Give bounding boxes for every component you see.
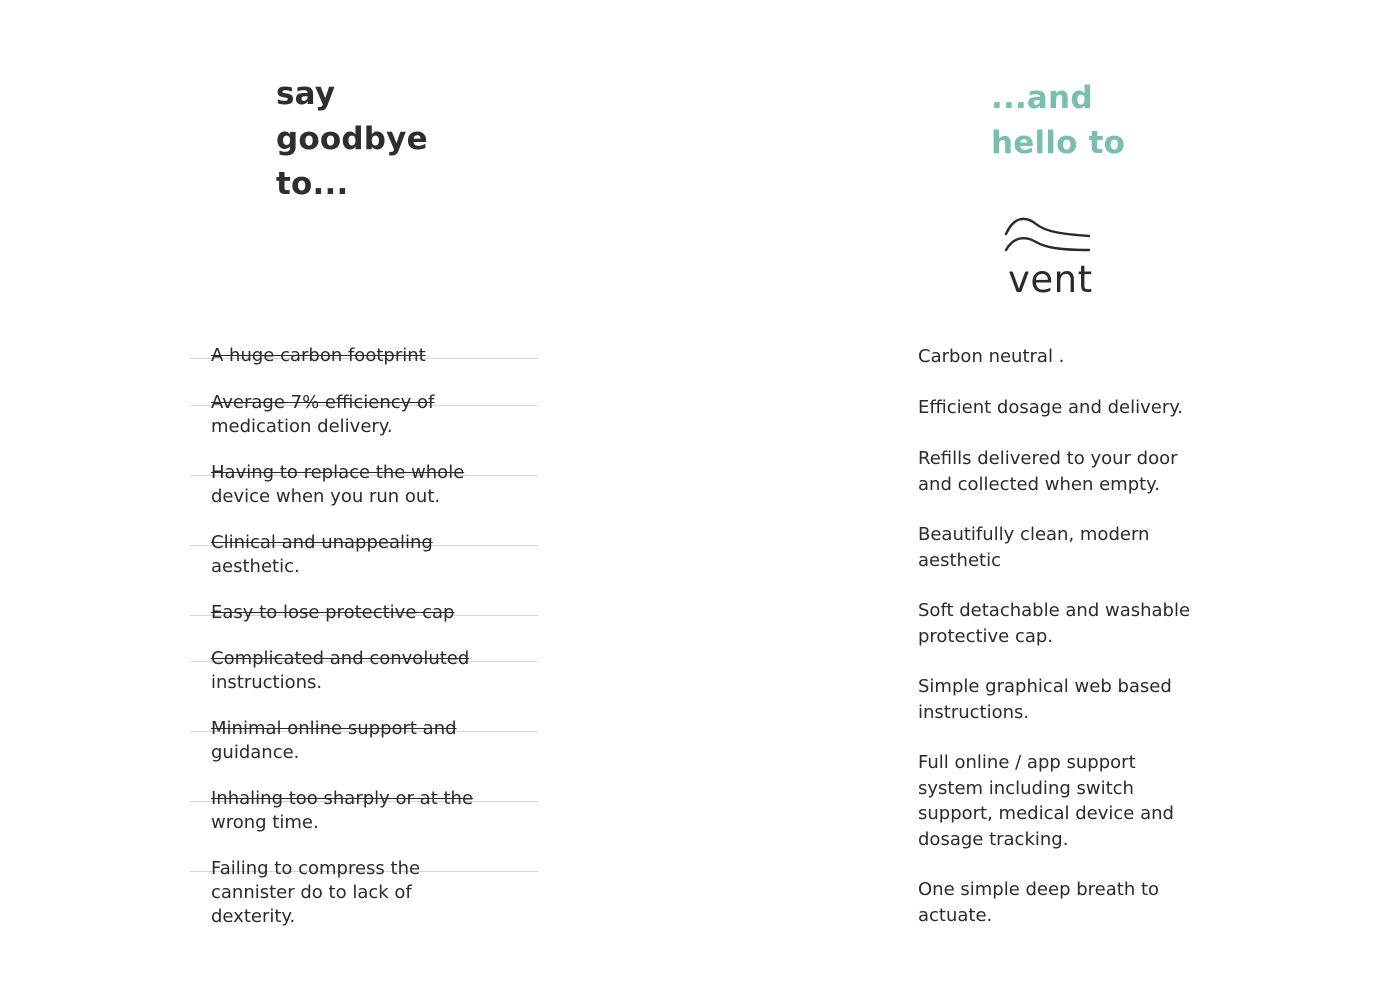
item-line: support, medical device and: [918, 803, 1174, 824]
list-item: [918, 395, 1183, 421]
item-line: Inhaling too sharply or at the: [211, 788, 474, 809]
item-line: Simple graphical web based: [918, 676, 1172, 697]
list-item: [190, 601, 540, 625]
goodbye-heading: [276, 72, 428, 207]
hello-heading-line: ...and: [991, 80, 1093, 116]
item-line: instructions.: [918, 701, 1030, 723]
item-line: aesthetic.: [211, 556, 300, 577]
item-line: wrong time.: [211, 812, 319, 833]
item-line: instructions.: [211, 672, 323, 693]
item-line: cannister do to lack of: [211, 882, 412, 903]
wave-lines-icon: [1000, 212, 1100, 262]
list-item: [190, 531, 540, 579]
item-line: dosage tracking.: [918, 828, 1069, 850]
item-line: aesthetic: [918, 549, 1001, 571]
list-item: [918, 598, 1190, 649]
item-line: protective cap.: [918, 625, 1054, 647]
hello-heading: [991, 76, 1125, 166]
item-line: Minimal online support and: [211, 718, 457, 739]
goodbye-heading-line: say: [276, 76, 336, 112]
goodbye-heading-line: goodbye: [276, 121, 428, 157]
list-item: [918, 877, 1159, 928]
list-item: [190, 344, 540, 368]
item-line: system including switch: [918, 777, 1134, 799]
goodbye-heading-line: to...: [276, 166, 349, 202]
item-line: device when you run out.: [211, 486, 441, 507]
list-item: [918, 344, 1064, 370]
list-item: [918, 674, 1172, 725]
item-line: guidance.: [211, 742, 300, 763]
list-item: [190, 647, 540, 695]
item-line: Failing to compress the: [211, 858, 421, 879]
item-line: actuate.: [918, 904, 993, 926]
list-item: [190, 391, 540, 439]
list-item: [918, 446, 1178, 497]
item-line: Complicated and convoluted: [211, 648, 470, 669]
vent-logo: [1000, 212, 1100, 302]
item-line: Soft detachable and washable: [918, 600, 1191, 621]
item-line: dexterity.: [211, 906, 296, 927]
hello-heading-line: hello to: [991, 125, 1126, 161]
item-line: Carbon neutral .: [918, 346, 1065, 367]
item-line: Efficient dosage and delivery.: [918, 397, 1184, 418]
item-line: Clinical and unappealing: [211, 532, 433, 553]
item-line: Easy to lose protective cap: [211, 602, 455, 623]
item-line: medication delivery.: [211, 416, 393, 437]
item-line: A huge carbon footprint: [211, 345, 426, 366]
item-line: Refills delivered to your door: [918, 448, 1178, 469]
list-item: [918, 750, 1174, 852]
list-item: [190, 717, 540, 765]
item-line: Beautifully clean, modern: [918, 524, 1150, 545]
list-item: [190, 461, 540, 509]
list-item: [190, 787, 540, 835]
item-line: One simple deep breath to: [918, 879, 1160, 900]
item-line: Having to replace the whole: [211, 462, 465, 483]
list-item: [190, 857, 540, 929]
item-line: and collected when empty.: [918, 473, 1160, 495]
item-line: Full online / app support: [918, 752, 1136, 773]
brand-name: vent: [1008, 258, 1093, 301]
list-item: [918, 522, 1149, 573]
item-line: Average 7% efficiency of: [211, 392, 435, 413]
